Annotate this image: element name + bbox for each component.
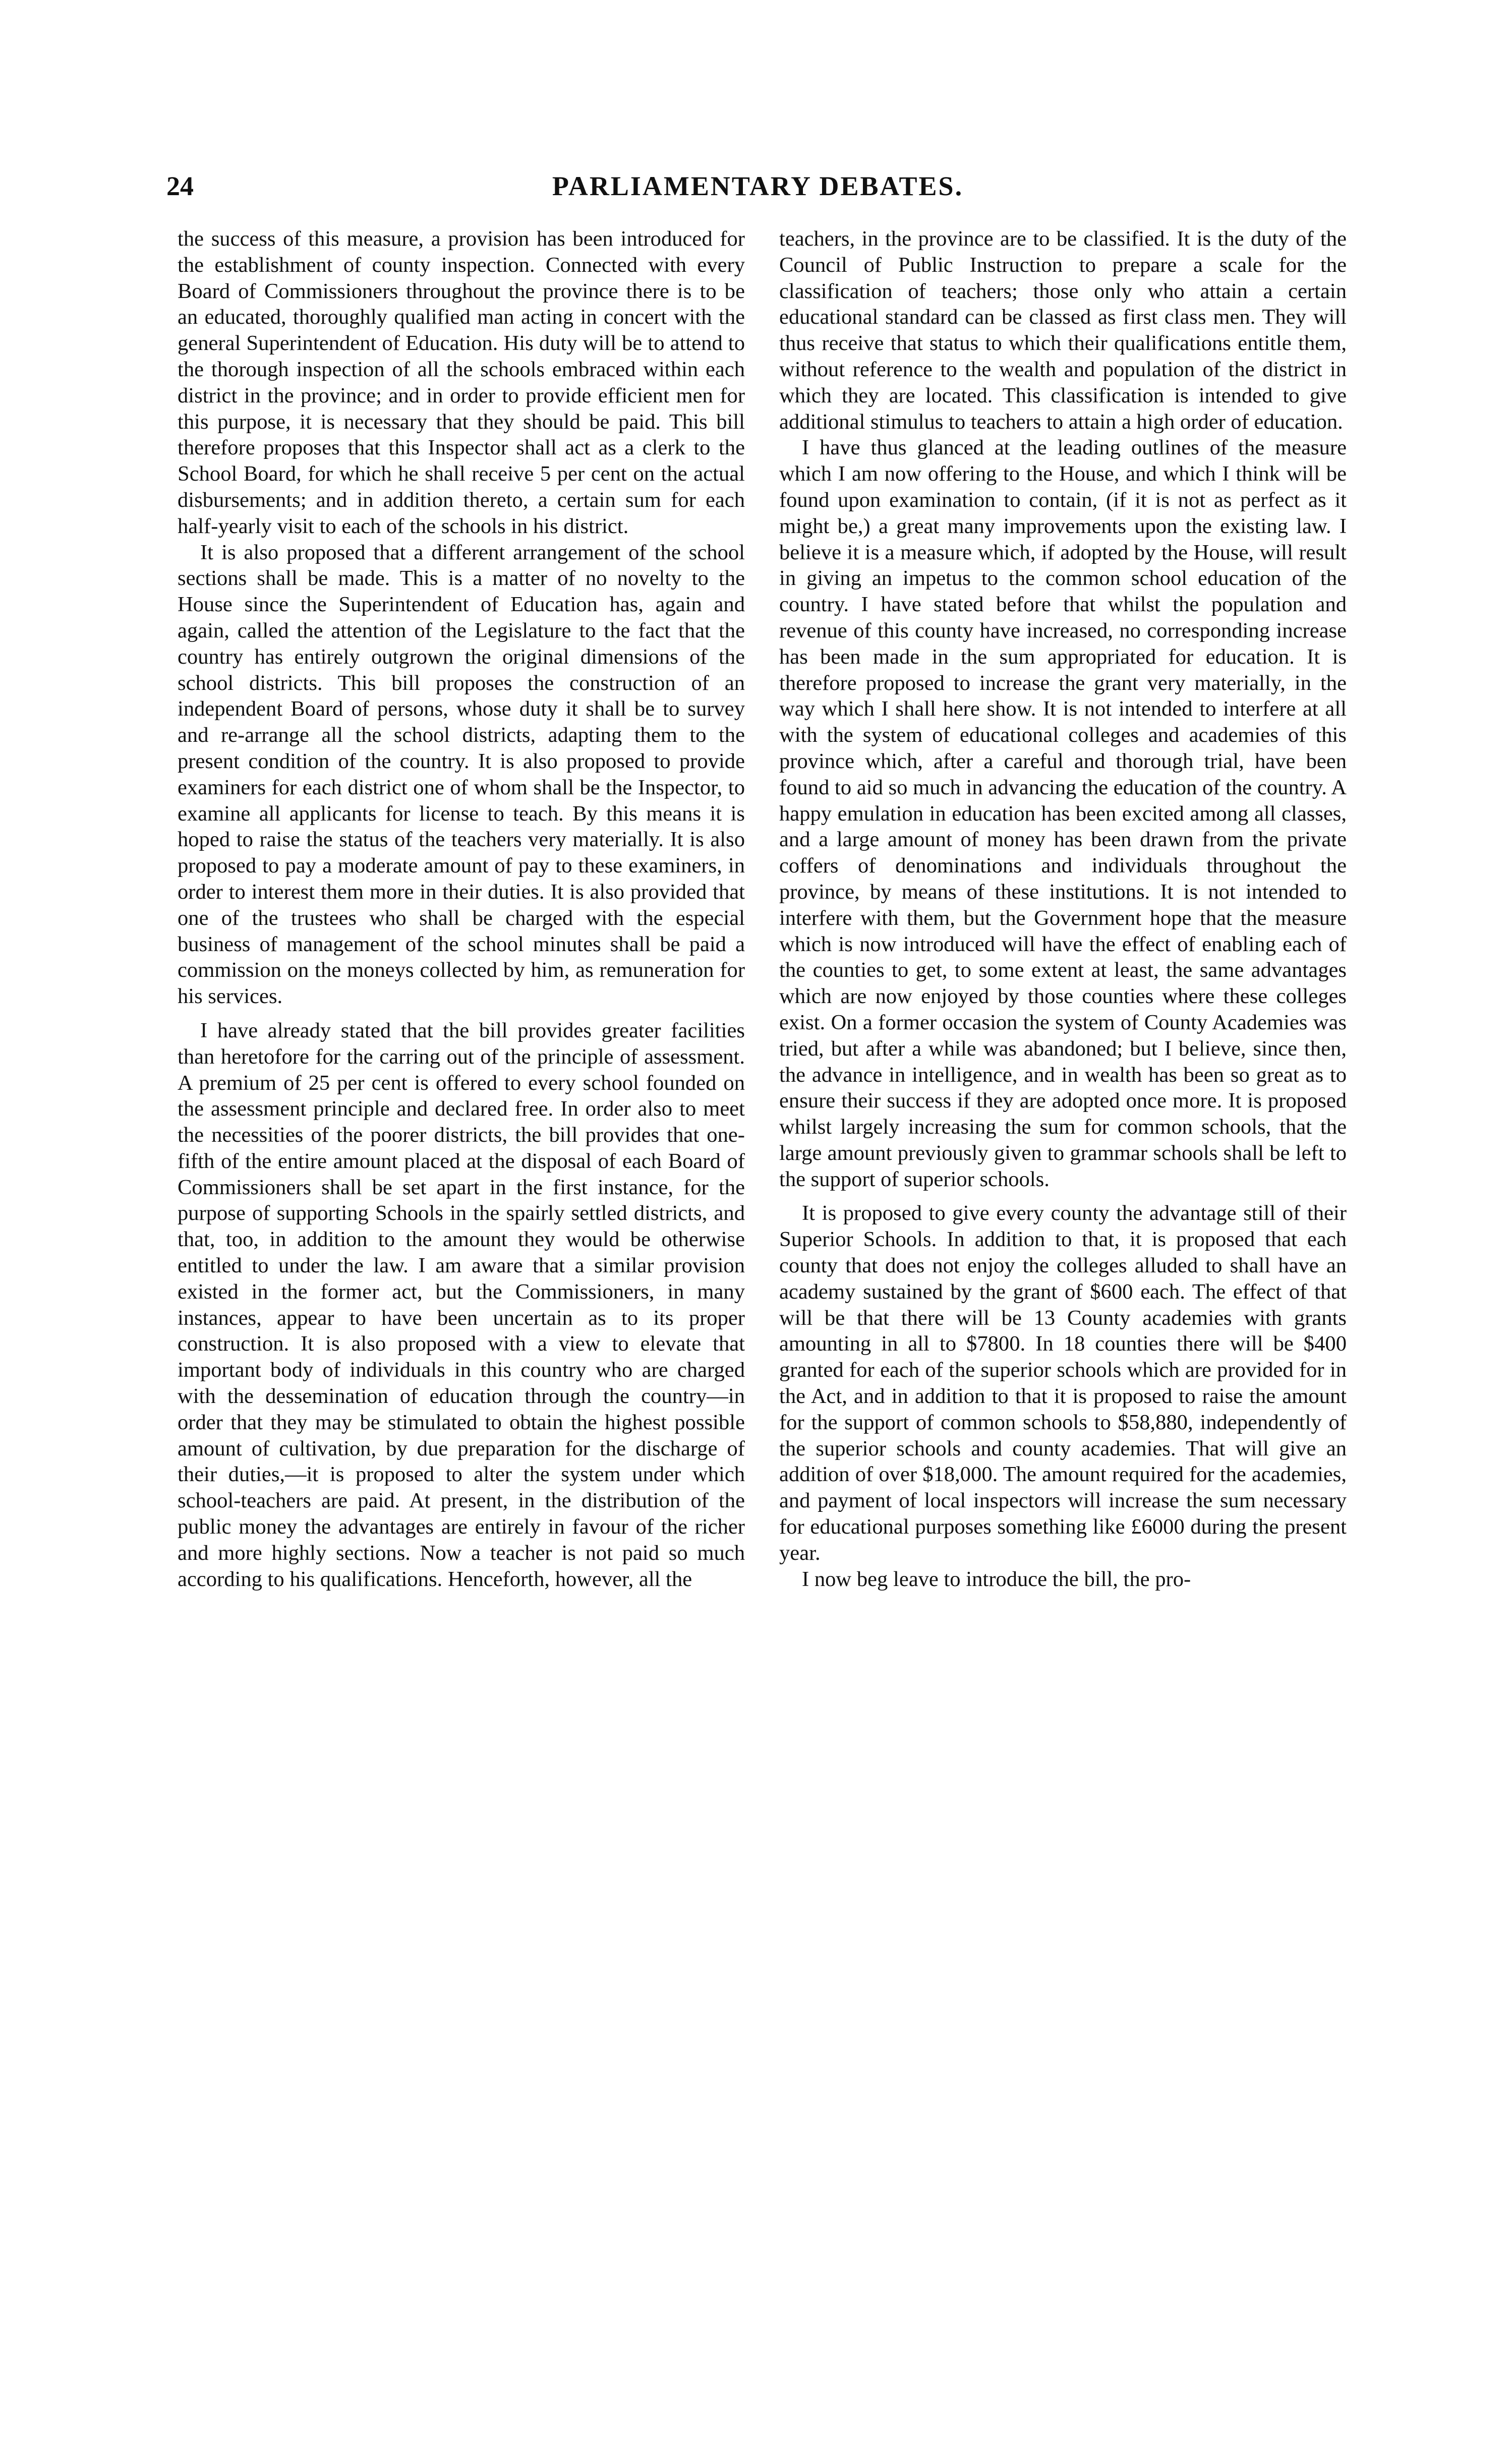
left-column (178, 226, 745, 1592)
paragraph: I now beg leave to introduce the bill, the pro- (802, 1567, 1191, 1591)
paragraph: I have already stated that the bill provides greater facilities than heretofore for the carring out of the principle of assessment. A premium of 25 per cent is offered to every school founded on the assessment principle and declared free. In order also to meet the necessities of the poorer districts, the bill provides that one-fifth of the entire amount placed at the disposal of each Board of Commissioners shall be set apart in the first instance, for the purpose of supporting Schools in the spairly settled districts, and that, too, in addition to the amount they would be otherwise entitled to under the law. I am aware that a similar provision existed in the former act, but the Commissioners, in many instances, appear to have been uncertain as to its proper construction. It is also proposed with a view to elevate that important body of individuals in this country who are charged with the dessemination of education through the country—in order that they may be stimulated to obtain the highest possible amount of cultivation, by due preparation for the discharge of their duties,—it is proposed to alter the system under which school-teachers are paid. At present, in the distribution of the public money the advantages are entirely in favour of the richer and more highly sections. Now a teacher is not paid so much according to his qualifications. Henceforth, however, all the (178, 1018, 745, 1591)
paragraph: the success of this measure, a provision has been introduced for the establishment of county inspection. Connected with every Board of Commissioners throughout the province there is to be an educated, thoroughly qualified man acting in concert with the general Superintendent of Education. His duty will be to attend to the thorough inspection of all the schools embraced within each district in the province; and in order to provide efficient men for this purpose, it is necessary that they should be paid. This bill therefore proposes that this Inspector shall act as a clerk to the School Board, for which he shall receive 5 per cent on the actual disbursements; and in addition thereto, a certain sum for each half-yearly visit to each of the schools in his district. (178, 227, 745, 538)
right-column (779, 226, 1347, 1592)
paragraph: I have thus glanced at the leading outlines of the measure which I am now offering to the House, and which I think will be found upon examination to contain, (if it is not as perfect as it might be,) a great many improvements upon the existing law. I believe it is a measure which, if adopted by the House, will result in giving an impetus to the common school education of the country. I have stated before that whilst the population and revenue of this county have increased, no corresponding increase has been made in the sum appropriated for education. It is therefore proposed to increase the grant very materially, in the way which I shall here show. It is not intended to interfere at all with the system of educational colleges and academies of this province which, after a careful and thorough trial, have been found to aid so much in advancing the education of the country. A happy emulation in education has been excited among all classes, and a large amount of money has been drawn from the private coffers of denominations and individuals throughout the province, by means of these institutions. It is not intended to interfere with them, but the Government hope that the measure which is now introduced will have the effect of enabling each of the counties to get, to some extent at least, the same advantages which are now enjoyed by those counties where these colleges exist. On a former occasion the system of County Academies was tried, but after a while was abandoned; but I believe, since then, the advance in intelligence, and in wealth has been so great as to ensure their success if they are adopted once more. It is proposed whilst largely increasing the sum for common schools, that the large amount previously given to grammar schools shall be left to the support of superior schools. (779, 436, 1347, 1191)
running-title: PARLIAMENTARY DEBATES. (552, 171, 964, 201)
paragraph: It is also proposed that a different arrangement of the school sections shall be made. This is a matter of no novelty to the House since the Superintendent of Education has, again and again, called the attention of the Legislature to the fact that the country has entirely outgrown the original dimensions of the school districts. This bill proposes the construction of an independent Board of persons, whose duty it shall be to survey and re-arrange all the school districts, adapting them to the present condition of the country. It is also proposed to provide examiners for each district one of whom shall be the Inspector, to examine all applicants for license to teach. By this means it is hoped to raise the status of the teachers very materially. It is also proposed to pay a moderate amount of pay to these examiners, in order to interest them more in their duties. It is also provided that one of the trustees who shall be charged with the especial business of management of the school minutes shall be paid a commission on the moneys collected by him, as remuneration for his services. (178, 540, 745, 1009)
page-header (166, 170, 1349, 206)
paragraph: teachers, in the province are to be classified. It is the duty of the Council of Public Instruction to prepare a scale for the classification of teachers; those only who attain a certain educational standard can be classed as first class men. They will thus receive that status to which their qualifications entitle them, without reference to the wealth and population of the district in which they are located. This classification is intended to give additional stimulus to teachers to attain a high order of education. (779, 227, 1347, 434)
paragraph: It is proposed to give every county the advantage still of their Superior Schools. In addition to that, it is proposed that each county that does not enjoy the colleges alluded to shall have an academy sustained by the grant of $600 each. The effect of that will be that there will be 13 County academies with grants amounting in all to $7800. In 18 counties there will be $400 granted for each of the superior schools which are provided for in the Act, and in addition to that it is proposed to raise the amount for the support of common schools to $58,880, independently of the superior schools and county academies. That will give an addition of over $18,000. The amount required for the academies, and payment of local inspectors will increase the sum necessary for educational purposes something like £6000 during the present year. (779, 1201, 1347, 1565)
page-number: 24 (166, 171, 194, 201)
